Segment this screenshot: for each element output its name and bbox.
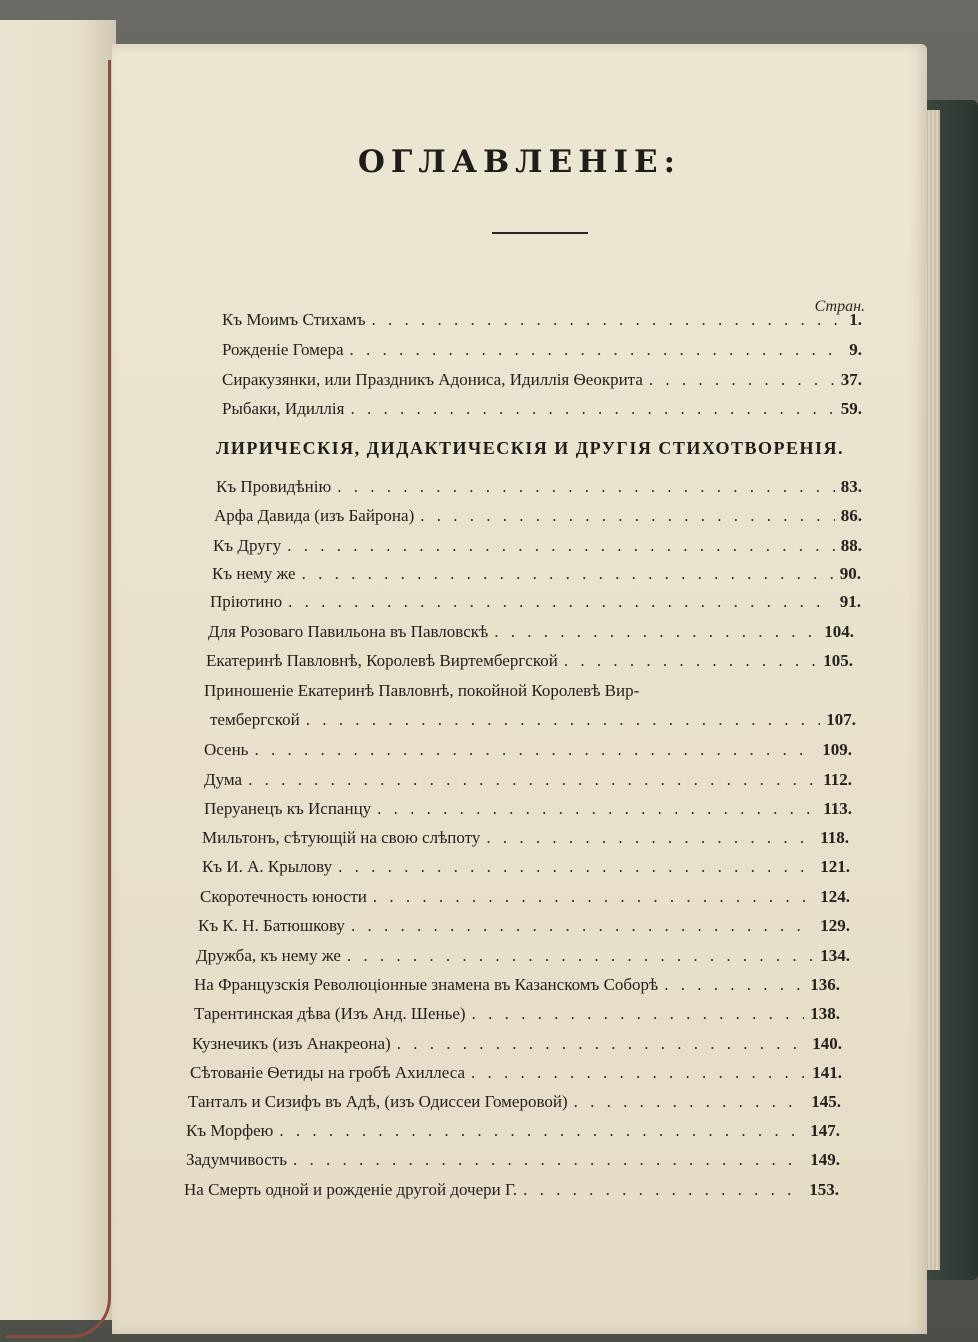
toc-entry-page: 9.	[849, 340, 862, 359]
toc-entry-page: 138.	[810, 1004, 840, 1023]
toc-entry-page: 91.	[839, 592, 861, 611]
toc-entry	[184, 1180, 839, 1200]
toc-entry-title: Арфа Давида (изъ Байрона)	[214, 506, 415, 525]
toc-entry-page: 107.	[826, 710, 856, 729]
toc-entry-page: 37.	[840, 370, 862, 389]
title-rule	[492, 232, 588, 234]
toc-entry	[210, 710, 856, 730]
toc-entry	[202, 828, 849, 848]
toc-leader-dots	[471, 1063, 806, 1083]
toc-entry-page: 124.	[820, 887, 850, 906]
toc-entry-title: Перуанецъ къ Испанцу	[204, 799, 372, 818]
toc-leader-dots	[288, 592, 834, 612]
toc-leader-dots	[248, 770, 817, 790]
toc-entry-title: Мильтонъ, сѣтующій на свою слѣпоту	[202, 828, 481, 847]
toc-entry-title: Къ Другу	[213, 536, 282, 555]
toc-entry-page: 145.	[811, 1092, 841, 1111]
toc-entry	[196, 946, 850, 966]
toc-entry-title: Къ нему же	[212, 564, 296, 583]
toc-leader-dots	[351, 916, 814, 936]
toc-entry	[202, 857, 850, 877]
toc-entry-page: 59.	[840, 399, 862, 418]
toc-leader-dots	[494, 622, 818, 642]
toc-leader-dots	[293, 1150, 804, 1170]
contents-page	[112, 44, 927, 1334]
toc-entry	[216, 477, 862, 497]
toc-entry-title: Къ К. Н. Батюшкову	[198, 916, 345, 935]
left-page-border	[6, 60, 111, 1338]
toc-entry-page: 141.	[812, 1063, 842, 1082]
toc-entry	[200, 887, 850, 907]
toc-leader-dots	[420, 506, 835, 526]
toc-entry-title: На Смерть одной и рожденіе другой дочери Г.	[184, 1180, 518, 1199]
toc-entry	[204, 770, 852, 790]
toc-entry	[204, 799, 852, 819]
toc-entry-page: 147.	[810, 1121, 840, 1140]
toc-entry-title: Сиракузянки, или Праздникъ Адониса, Идиллія Ѳеокрита	[222, 370, 643, 389]
toc-entry-page: 90.	[839, 564, 861, 583]
toc-entry	[194, 975, 840, 995]
toc-leader-dots	[397, 1034, 807, 1054]
toc-entry-title: Кузнечикъ (изъ Анакреона)	[192, 1034, 391, 1053]
toc-leader-dots	[486, 828, 814, 848]
toc-entry	[214, 506, 862, 526]
toc-entry-title: тембергской	[210, 710, 300, 729]
toc-entry-title: Рыбаки, Идиллія	[222, 399, 345, 418]
left-page	[0, 20, 116, 1320]
toc-entry-title: Къ И. А. Крылову	[202, 857, 333, 876]
toc-entry	[204, 681, 816, 701]
toc-entry-title: Тарентинская дѣва (Изъ Анд. Шенье)	[194, 1004, 466, 1023]
toc-entry-title: Приношеніе Екатеринѣ Павловнѣ, покойной Королевѣ Вир-	[204, 681, 640, 700]
toc-entry-title: Танталъ и Сизифъ въ Адѣ, (изъ Одиссеи Гомеровой)	[188, 1092, 568, 1111]
toc-entry-page: 86.	[840, 506, 862, 525]
toc-leader-dots	[350, 340, 844, 360]
toc-entry	[222, 370, 862, 390]
toc-entry-page: 113.	[823, 799, 852, 818]
toc-entry	[222, 310, 862, 330]
toc-entry	[212, 564, 861, 584]
toc-entry	[222, 399, 862, 419]
toc-leader-dots	[347, 946, 814, 966]
toc-entry-title: Екатеринѣ Павловнѣ, Королевѣ Виртембергской	[206, 651, 558, 670]
toc-entry	[186, 1121, 840, 1141]
toc-entry-page: 109.	[822, 740, 852, 759]
toc-entry	[213, 536, 862, 556]
toc-leader-dots	[649, 370, 835, 390]
toc-entry	[222, 340, 862, 360]
toc-entry-page: 105.	[823, 651, 853, 670]
toc-entry-title: Къ Провидѣнію	[216, 477, 332, 496]
toc-entry-page: 1.	[849, 310, 862, 329]
toc-entry-title: Для Розоваго Павильона въ Павловскѣ	[208, 622, 489, 641]
toc-entry-page: 118.	[820, 828, 849, 847]
toc-entry-page: 88.	[840, 536, 862, 555]
toc-entry-title: Дружба, къ нему же	[196, 946, 341, 965]
toc-entry-page: 121.	[820, 857, 850, 876]
toc-leader-dots	[373, 887, 814, 907]
toc-entry-page: 104.	[824, 622, 854, 641]
toc-entry-page: 129.	[820, 916, 850, 935]
toc-leader-dots	[664, 975, 804, 995]
toc-entry-page: 140.	[812, 1034, 842, 1053]
toc-entry-title: Пріютино	[210, 592, 283, 611]
toc-entry	[192, 1034, 842, 1054]
page-column-label: Стран.	[814, 298, 865, 315]
toc-leader-dots	[371, 310, 843, 330]
page-title: ОГЛАВЛЕНІЕ:	[357, 144, 682, 180]
toc-entry-title: Задумчивость	[186, 1150, 287, 1169]
toc-entry	[198, 916, 850, 936]
toc-entry-page: 112.	[823, 770, 852, 789]
toc-leader-dots	[472, 1004, 805, 1024]
toc-entry	[190, 1063, 842, 1083]
toc-entry	[208, 622, 854, 642]
toc-entry-title: Сѣтованіе Ѳетиды на гробѣ Ахиллеса	[190, 1063, 466, 1082]
toc-leader-dots	[254, 740, 816, 760]
toc-entry	[210, 592, 861, 612]
toc-entry-page: 83.	[840, 477, 862, 496]
toc-entry-page: 149.	[810, 1150, 840, 1169]
toc-leader-dots	[338, 857, 814, 877]
toc-leader-dots	[574, 1092, 806, 1112]
toc-entry	[186, 1150, 840, 1170]
toc-entry-title: Скоротечность юности	[200, 887, 367, 906]
toc-entry-title: Рожденіе Гомера	[222, 340, 344, 359]
toc-leader-dots	[306, 710, 821, 730]
toc-leader-dots	[287, 536, 835, 556]
toc-entry-title: Дума	[204, 770, 243, 789]
toc-entry	[206, 651, 853, 671]
toc-leader-dots	[523, 1180, 803, 1200]
toc-entry-title: Осень	[204, 740, 249, 759]
toc-entry-page: 136.	[810, 975, 840, 994]
toc-leader-dots	[337, 477, 835, 497]
toc-entry	[194, 1004, 840, 1024]
toc-entry-page: 153.	[809, 1180, 839, 1199]
toc-entry-page: 134.	[820, 946, 850, 965]
toc-entry-title: Къ Моимъ Стихамъ	[222, 310, 366, 329]
toc-entry	[188, 1092, 841, 1112]
toc-entry-title: На Французскія Революціонные знамена въ Казанскомъ Соборѣ	[194, 975, 659, 994]
toc-entry-title: Къ Морфею	[186, 1121, 274, 1140]
toc-leader-dots	[279, 1121, 804, 1141]
section-heading: ЛИРИЧЕСКІЯ, ДИДАКТИЧЕСКІЯ И ДРУГІЯ СТИХОТВОРЕНІЯ.	[216, 438, 844, 458]
toc-leader-dots	[564, 651, 817, 671]
toc-entry	[204, 740, 852, 760]
toc-leader-dots	[350, 399, 834, 419]
toc-leader-dots	[302, 564, 834, 584]
toc-leader-dots	[377, 799, 817, 819]
